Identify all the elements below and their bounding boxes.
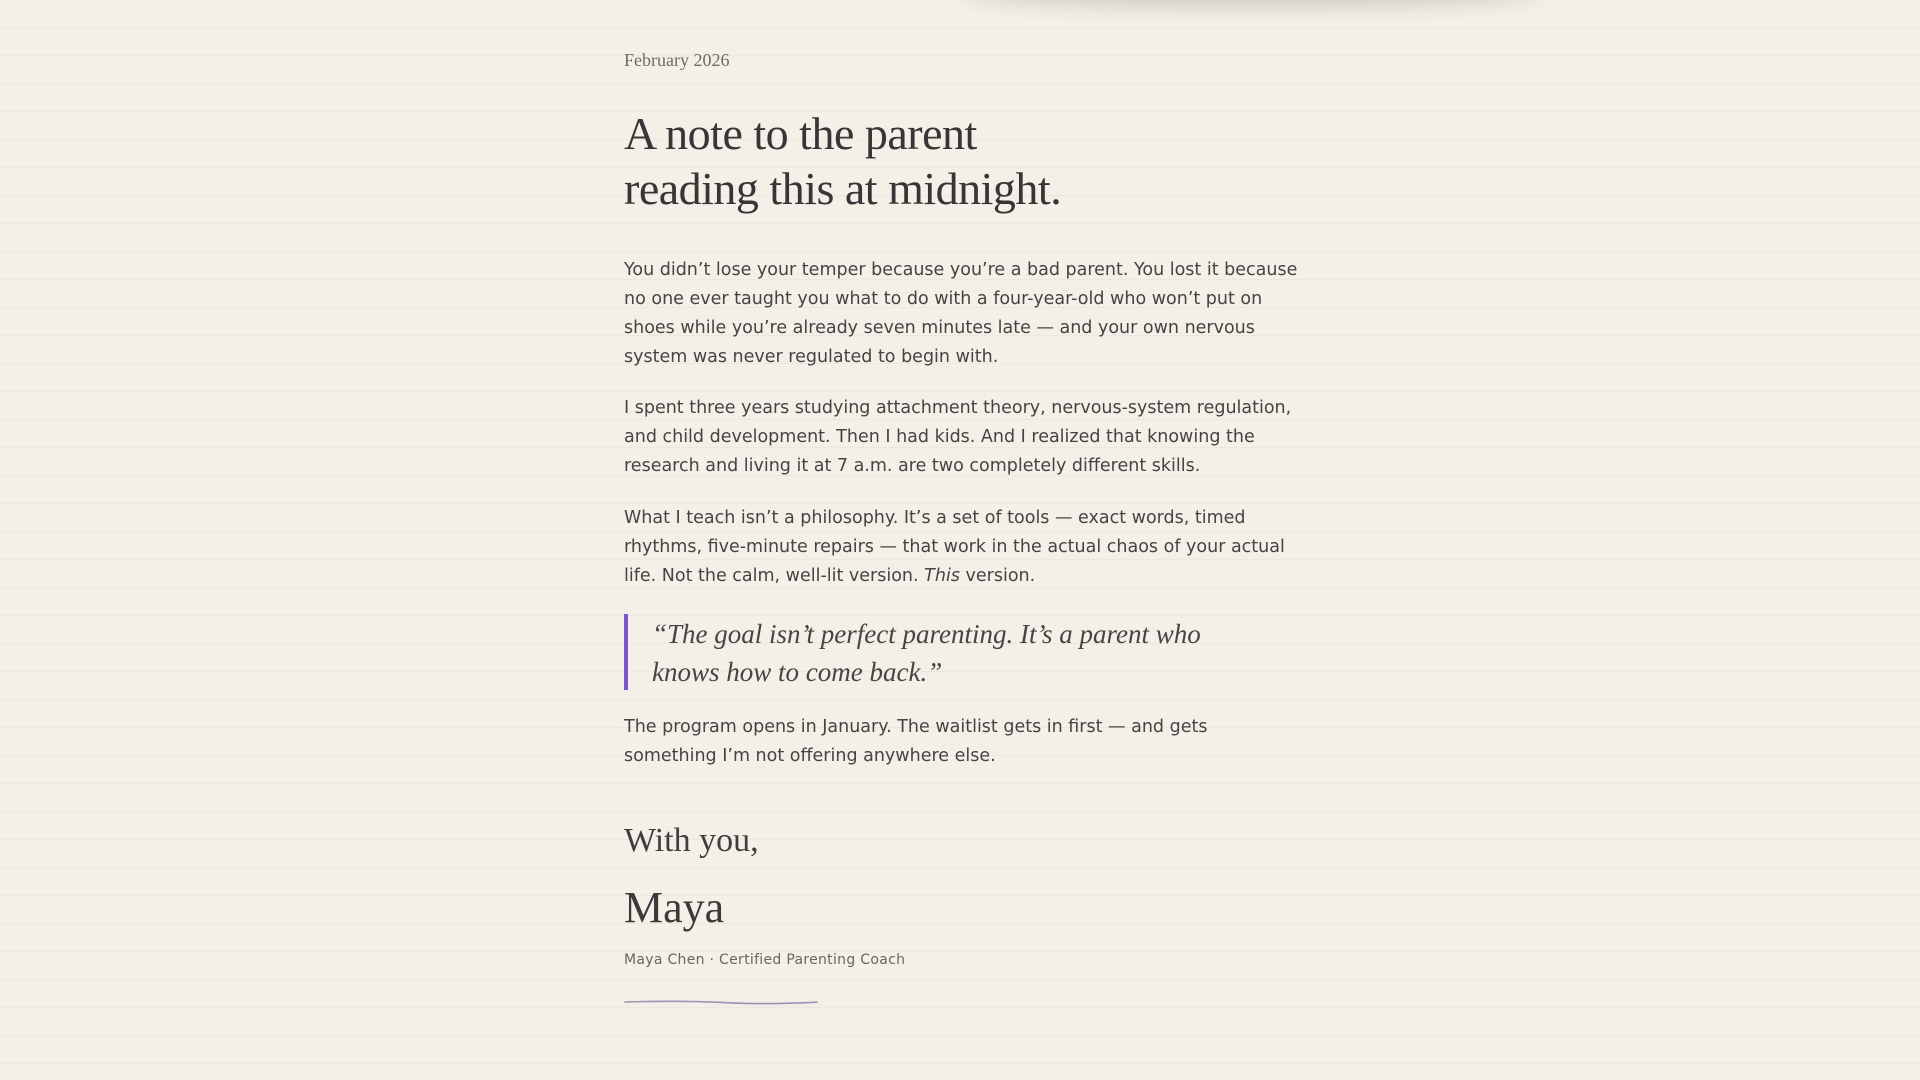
paragraph-3-text: What I teach isn’t a philosophy. It’s a set of tools — exact words, timed rhythms, five-minute repairs — that work in the actual chaos of your actual life. Not the calm, well-lit version. [624, 508, 1285, 586]
paragraph-4: The program opens in January. The waitlist gets in first — and gets something I’m not offering anywhere else. [624, 717, 1208, 766]
paragraph-2: I spent three years studying attachment theory, nervous-system regulation, and child development. Then I had kids. And I realized that knowing the research and living it at 7 a.m. are two completely different skills. [624, 398, 1292, 476]
signature-name: Maya [624, 883, 725, 932]
paragraph-3-emphasis: This [924, 566, 960, 586]
headline [624, 106, 1061, 216]
signature-caption: Maya Chen · Certified Parenting Coach [624, 952, 906, 968]
pull-quote [624, 614, 1272, 690]
paragraph-1: You didn’t lose your temper because you’re a bad parent. You lost it because no one ever taught you what to do with a four-year-old who won’t put on shoes while you’re already seven minutes late — and your own nervous system was never regulated to begin with. [624, 260, 1298, 367]
headline-line-1: A note to the parent [624, 108, 977, 159]
headline-line-2: reading this at midnight. [624, 163, 1062, 214]
pull-quote-text: “The goal isn’t perfect parenting. It’s a parent who knows how to come back.” [652, 619, 1201, 687]
paragraph-3 [624, 504, 1304, 591]
letter-date: February 2026 [624, 50, 730, 70]
signature-underline [624, 998, 818, 1006]
closing-salutation: With you, [624, 822, 759, 859]
paragraph-3-tail: version. [965, 566, 1036, 586]
